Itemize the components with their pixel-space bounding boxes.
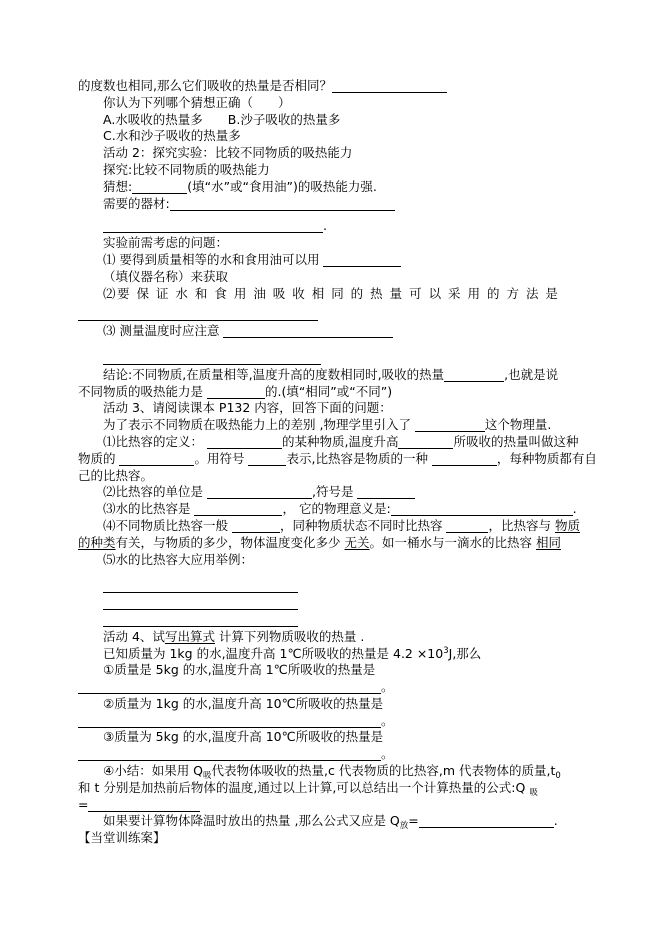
text-run: 已知质量为 1kg 的水,温度升高 1℃所吸收的热量是 4.2 ×10 — [103, 645, 444, 661]
underlined-text: 的种类 — [78, 534, 116, 550]
doc-line — [78, 468, 586, 485]
blank-underline — [78, 715, 381, 728]
text-run: 【当堂训练案】 — [78, 830, 166, 846]
blank-underline — [232, 520, 280, 533]
blank-underline — [323, 254, 401, 267]
text-run: 。如一桶水与一滴水的比热容 — [369, 534, 536, 550]
text-run: 。 — [381, 712, 394, 728]
underlined-text: 相同 — [536, 534, 562, 550]
text-run: (填“水”或“食用油”)的吸热能力强. — [187, 178, 377, 194]
blank-underline — [357, 486, 415, 499]
subscript-text: 0 — [555, 771, 561, 782]
doc-line — [78, 252, 586, 269]
underlined-text: 写出算式 — [164, 628, 215, 644]
text-run: ⑸水的比热容大应用举例： — [103, 551, 254, 567]
doc-line — [78, 306, 586, 323]
doc-line — [78, 746, 586, 763]
blank-underline — [207, 486, 312, 499]
blank-underline — [88, 799, 200, 812]
doc-line — [78, 612, 586, 629]
text-run: . — [572, 501, 577, 517]
blank-underline — [78, 681, 381, 694]
text-run: ⑶ 测量温度时应注意 — [103, 323, 224, 339]
text-run: ⑷不同物质比热容一般 — [103, 517, 232, 533]
blank-underline — [103, 220, 323, 233]
text-run: C.水和沙子吸收的热量多 — [103, 128, 241, 144]
blank-underline — [391, 503, 573, 516]
text-run: ⑴ 要得到质量相等的水和食用油可以用 — [103, 251, 324, 267]
blank-underline — [223, 325, 393, 338]
doc-line — [78, 145, 586, 162]
text-run: 为了表示不同物质在吸热能力上的差别 ,物理学里引入了 — [103, 417, 415, 433]
text-run: 猜想: — [103, 178, 133, 194]
doc-line — [78, 269, 586, 286]
text-run: 如果要计算物体降温时放出的热量 ,那么公式又应是 Q — [103, 813, 400, 829]
doc-line — [78, 323, 586, 340]
text-run: 实验前需考虑的问题： — [103, 235, 229, 251]
doc-line — [78, 501, 586, 518]
text-run: 的度数也相同,那么它们吸收的热量是否相同？ — [78, 78, 332, 93]
doc-line — [78, 713, 586, 730]
text-run: ，每种物质都有自 — [496, 450, 597, 466]
text-run: ④小结：如果用 Q — [103, 763, 204, 779]
text-run: 。用符号 — [194, 450, 249, 466]
doc-line — [78, 629, 586, 646]
text-run: 和 t 分别是加热前后物体的温度,通过以上计算,可以总结出一个计算热量的公式:Q — [78, 779, 530, 795]
blank-underline — [432, 453, 497, 466]
text-run: ⑶水的比热容是 — [103, 501, 195, 517]
doc-line — [78, 484, 586, 501]
blank-underline — [398, 436, 453, 449]
underlined-text: 物质 — [554, 517, 580, 533]
blank-underline — [248, 453, 286, 466]
doc-line — [78, 434, 586, 451]
text-run: 的.(填“相同”或“不同”) — [264, 383, 393, 399]
text-run: 这个物理量. — [484, 417, 552, 433]
text-run: 计算下列物质吸收的热量 . — [214, 628, 365, 644]
doc-line — [78, 286, 586, 303]
doc-line — [78, 95, 586, 112]
doc-line — [78, 218, 586, 235]
blank-underline — [207, 386, 265, 399]
doc-line — [78, 162, 586, 179]
text-run: ,符号是 — [311, 484, 358, 500]
text-run: 需要的器材: — [103, 195, 170, 211]
text-run: . — [323, 218, 327, 234]
text-run: ①质量是 5kg 的水,温度升高 1℃所吸收的热量是 — [103, 662, 376, 678]
blank-underline — [103, 580, 298, 593]
doc-line — [78, 518, 586, 535]
text-run: A.水吸收的热量多 B.沙子吸收的热量多 — [103, 111, 341, 127]
blank-underline — [446, 520, 488, 533]
doc-line — [78, 400, 586, 417]
text-run: 活动 3、请阅读课本 P132 内容，回答下面的问题： — [103, 400, 392, 416]
text-run: J,那么 — [448, 645, 482, 661]
blank-underline — [103, 614, 298, 627]
blank-underline — [415, 419, 485, 432]
doc-line — [78, 763, 586, 780]
text-run: ⑵要 保 证 水 和 食 用 油 吸 收 相 同 的 热 量 可 以 采 用 的 方 法 是 — [103, 285, 560, 301]
underlined-text: 无关 — [344, 534, 370, 550]
doc-line — [78, 813, 586, 830]
document-content — [78, 78, 597, 847]
blank-underline — [78, 748, 381, 761]
subscript-text: 吸 — [203, 771, 212, 782]
doc-line — [78, 179, 586, 196]
superscript-text: 3 — [443, 645, 449, 656]
doc-line — [78, 830, 586, 847]
doc-line — [78, 128, 586, 145]
doc-line — [78, 196, 586, 213]
text-run: 活动 4、试 — [103, 628, 165, 644]
doc-line — [78, 235, 586, 252]
text-run: ⑴比热容的定义： — [103, 433, 207, 449]
blank-underline — [419, 815, 554, 828]
doc-line — [78, 350, 586, 367]
blank-underline — [103, 352, 321, 365]
text-run: 。 — [381, 679, 394, 695]
doc-line — [78, 417, 586, 434]
blank-underline — [207, 436, 282, 449]
blank-underline — [332, 80, 447, 93]
doc-line — [78, 112, 586, 129]
doc-line — [78, 646, 586, 663]
text-run: 代表物体吸收的热量,c 代表物质的比热容,m 代表物体的质量,t — [211, 763, 556, 779]
text-run: ③质量为 5kg 的水,温度升高 10℃所吸收的热量是 — [103, 729, 384, 745]
text-run: ，比热容与 — [488, 517, 555, 533]
text-run: 结论:不同物质,在质量相等,温度升高的度数相同时,吸收的热量 — [103, 366, 445, 382]
doc-line — [78, 696, 586, 713]
doc-line — [78, 780, 586, 797]
blank-underline — [132, 181, 187, 194]
text-run: ,也就是说 — [504, 366, 559, 382]
text-run: 的某种物质,温度升高 — [281, 433, 399, 449]
blank-underline — [119, 453, 194, 466]
subscript-text: 放 — [399, 821, 409, 832]
text-run: ，同种物质状态不同时比热容 — [279, 517, 447, 533]
doc-line — [78, 384, 586, 401]
doc-line — [78, 662, 586, 679]
doc-line — [78, 535, 586, 552]
text-run: ⑵比热容的单位是 — [103, 484, 207, 500]
text-run: 活动 2：探究实验：比较不同物质的吸热能力 — [103, 145, 353, 161]
text-run: 表示,比热容是物质的一种 — [286, 450, 432, 466]
doc-line — [78, 797, 586, 814]
doc-line — [78, 78, 586, 95]
text-run: ②质量为 1kg 的水,温度升高 10℃所吸收的热量是 — [103, 695, 384, 711]
text-run: 物质的 — [78, 450, 120, 466]
blank-underline — [170, 198, 395, 211]
doc-line — [78, 578, 586, 595]
doc-line — [78, 552, 586, 569]
text-run: 不同物质的吸热能力是 — [78, 383, 207, 399]
doc-line — [78, 367, 586, 384]
text-run: 所吸收的热量叫做这种 — [453, 433, 579, 449]
doc-line — [78, 679, 586, 696]
text-run: （填仪器名称）来获取 — [103, 268, 229, 284]
blank-underline — [78, 308, 318, 321]
doc-line — [78, 729, 586, 746]
text-run: 你认为下列哪个猜想正确（ ） — [103, 94, 291, 110]
text-run: 探究:比较不同物质的吸热能力 — [103, 161, 270, 177]
text-run: 有关，与物质的多少，物体温度变化多少 — [115, 534, 345, 550]
text-run: . — [553, 813, 558, 829]
blank-underline — [194, 503, 282, 516]
text-run: = — [78, 796, 89, 812]
blank-underline — [444, 369, 504, 382]
doc-line — [78, 595, 586, 612]
text-run: 己的比热容。 — [78, 467, 154, 483]
text-run: = — [408, 813, 419, 829]
text-run: 。 — [381, 746, 394, 762]
doc-line — [78, 450, 597, 468]
blank-underline — [103, 597, 298, 610]
subscript-text: 吸 — [529, 787, 538, 798]
text-run: ， 它的物理意义是: — [282, 501, 391, 517]
